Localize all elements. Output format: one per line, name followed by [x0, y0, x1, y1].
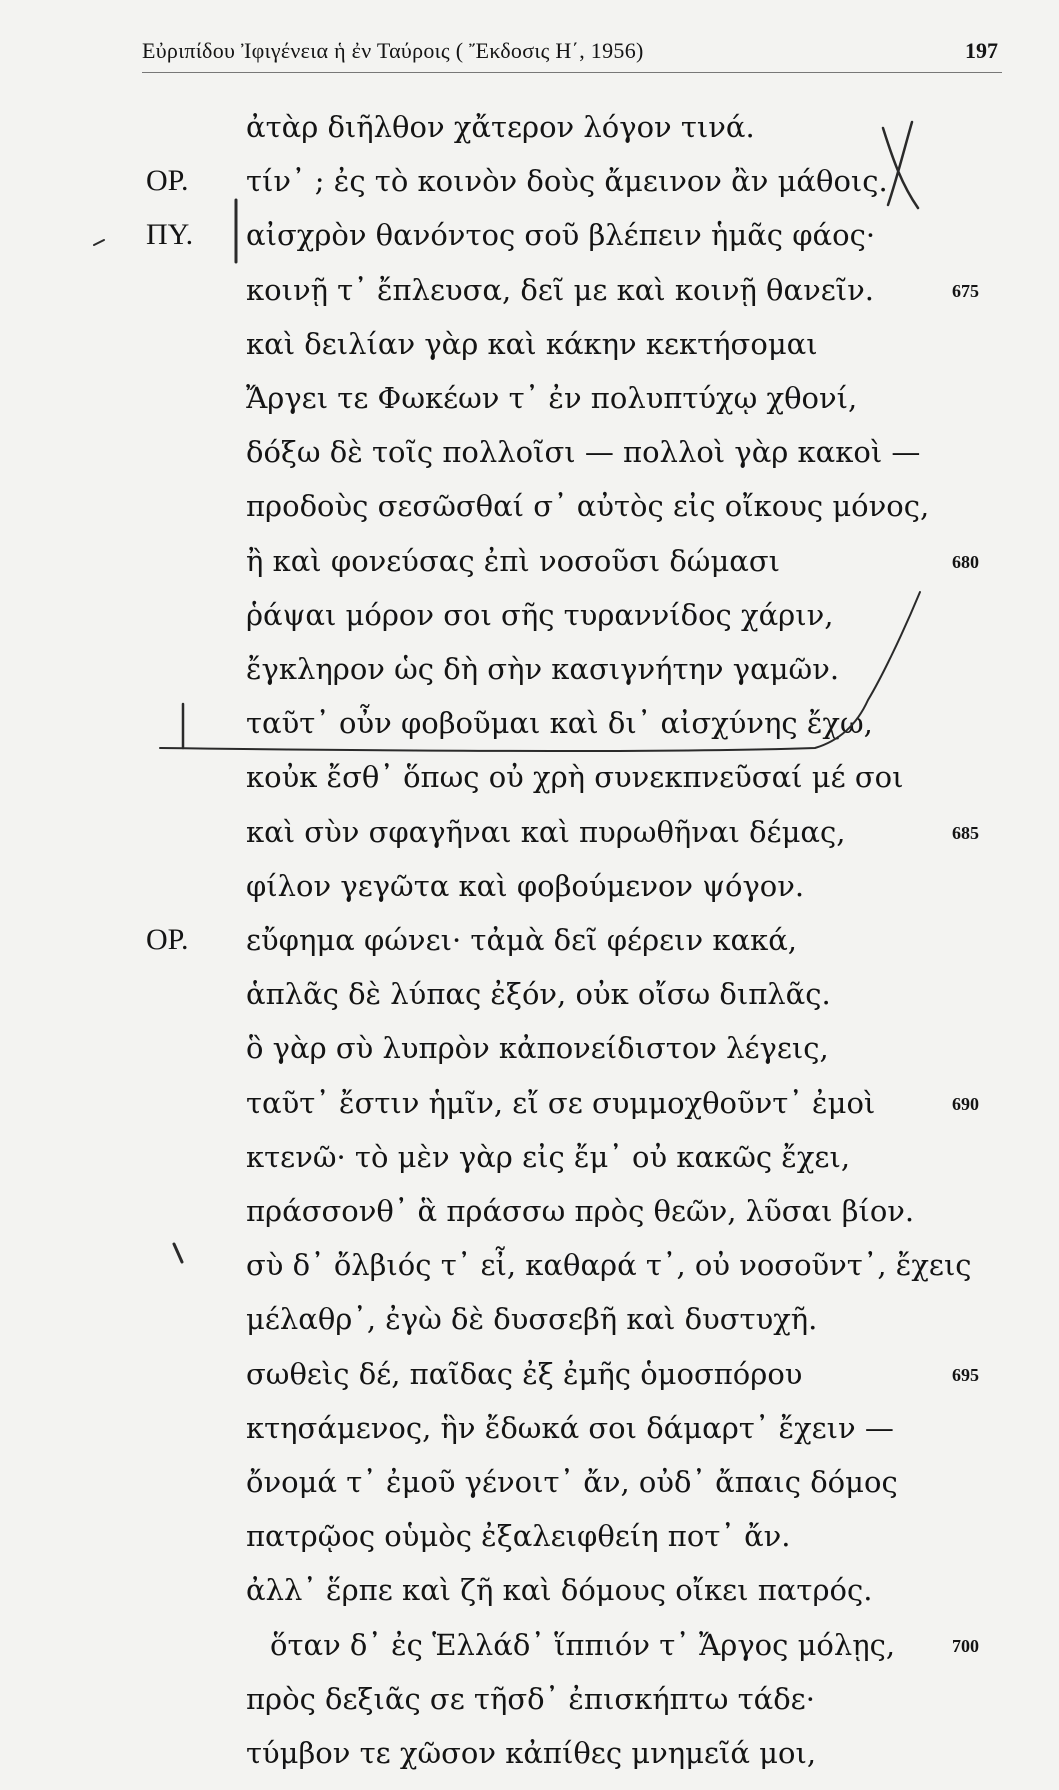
verse-line [0, 1357, 1059, 1411]
header-rule [142, 72, 1002, 73]
verse-text: ἀλλ᾽ ἕρπε καὶ ζῆ καὶ δόμους οἴκει πατρός. [246, 1573, 873, 1607]
verse-text: καὶ δειλίαν γὰρ καὶ κάκην κεκτήσομαι [246, 327, 818, 361]
verse-line [0, 327, 1059, 381]
verse-line [0, 923, 1059, 977]
verse-text: ταῦτ᾽ ἔστιν ἡμῖν, εἴ σε συμμοχθοῦντ᾽ ἐμοὶ [246, 1086, 876, 1120]
verse-text: σὺ δ᾽ ὄλβιός τ᾽ εἶ, καθαρά τ᾽, οὐ νοσοῦντ᾽, ἔχεις [246, 1248, 972, 1282]
verse-line [0, 815, 1059, 869]
verse-line [0, 869, 1059, 923]
verse-text: ἢ καὶ φονεύσας ἐπὶ νοσοῦσι δώμασι [246, 544, 781, 578]
verse-line [0, 1086, 1059, 1140]
verse-line [0, 760, 1059, 814]
verse-text: μέλαθρ᾽, ἐγὼ δὲ δυσσεβῆ καὶ δυστυχῆ. [246, 1302, 818, 1336]
line-number: 690 [952, 1094, 979, 1114]
verse-line [0, 110, 1059, 164]
verse-line [0, 598, 1059, 652]
verse-text: Ἄργει τε Φωκέων τ᾽ ἐν πολυπτύχῳ χθονί, [246, 381, 858, 415]
verse-line [0, 273, 1059, 327]
verse-text: ταῦτ᾽ οὖν φοβοῦμαι καὶ δι᾽ αἰσχύνης ἔχω, [246, 706, 873, 740]
verse-line [0, 218, 1059, 272]
verse-line [0, 652, 1059, 706]
verse-text: ὅταν δ᾽ ἐς Ἑλλάδ᾽ ἵππιόν τ᾽ Ἄργος μόλῃς, [270, 1628, 896, 1662]
line-number: 685 [952, 823, 979, 843]
verse-line [0, 1411, 1059, 1465]
line-number: 675 [952, 281, 979, 301]
verse-line [0, 164, 1059, 218]
line-number: 695 [952, 1365, 979, 1385]
speaker-label: ΟΡ. [146, 164, 189, 197]
verse-line [0, 1519, 1059, 1573]
verse-text: ἁπλᾶς δὲ λύπας ἐξόν, οὐκ οἴσω διπλᾶς. [246, 977, 831, 1011]
page-number: 197 [965, 38, 998, 63]
verse-line [0, 1031, 1059, 1085]
verse-text: κτενῶ· τὸ μὲν γὰρ εἰς ἔμ᾽ οὐ κακῶς ἔχει, [246, 1140, 851, 1174]
verse-line [0, 1736, 1059, 1790]
verse-text: πατρῷος οὑμὸς ἐξαλειφθείη ποτ᾽ ἄν. [246, 1519, 791, 1553]
speaker-label: ΠΥ. [146, 218, 194, 251]
verse-text: κοὐκ ἔσθ᾽ ὅπως οὐ χρὴ συνεκπνεῦσαί μέ σοι [246, 760, 904, 794]
verse-text: εὔφημα φώνει· τἀμὰ δεῖ φέρειν κακά, [246, 923, 797, 957]
verse-line [0, 1628, 1059, 1682]
verse-line [0, 1194, 1059, 1248]
verse-text: πράσσονθ᾽ ἃ πράσσω πρὸς θεῶν, λῦσαι βίον. [246, 1194, 915, 1228]
verse-text: ἔγκληρον ὡς δὴ σὴν κασιγνήτην γαμῶν. [246, 652, 840, 686]
verse-text: φίλον γεγῶτα καὶ φοβούμενον ψόγον. [246, 869, 805, 903]
verse-text: κτησάμενος, ἣν ἔδωκά σοι δάμαρτ᾽ ἔχειν — [246, 1411, 894, 1445]
verse-text: σωθεὶς δέ, παῖδας ἐξ ἐμῆς ὁμοσπόρου [246, 1357, 803, 1391]
verse-line [0, 381, 1059, 435]
verse-text: αἰσχρὸν θανόντος σοῦ βλέπειν ἡμᾶς φάος· [246, 218, 876, 252]
verse-text: καὶ σὺν σφαγῆναι καὶ πυρωθῆναι δέμας, [246, 815, 846, 849]
verse-text: προδοὺς σεσῶσθαί σ᾽ αὐτὸς εἰς οἴκους μόνος, [246, 489, 930, 523]
running-title: Εὐριπίδου Ἰφιγένεια ἡ ἐν Ταύροις ( Ἔκδοσις Η΄, 1956) [142, 38, 644, 63]
verse-line [0, 1465, 1059, 1519]
verse-line [0, 977, 1059, 1031]
verse-text: δόξω δὲ τοῖς πολλοῖσι — πολλοὶ γὰρ κακοὶ — [246, 435, 921, 469]
verse-line [0, 1140, 1059, 1194]
verse-text: ὃ γὰρ σὺ λυπρὸν κἀπονείδιστον λέγεις, [246, 1031, 829, 1065]
verse-text: ἀτὰρ διῆλθον χἄτερον λόγον τινά. [246, 110, 755, 144]
verse-line [0, 1682, 1059, 1736]
running-header [142, 38, 1000, 70]
verse-line [0, 706, 1059, 760]
line-number: 700 [952, 1636, 979, 1656]
verse-line [0, 435, 1059, 489]
verse-text: ὄνομά τ᾽ ἐμοῦ γένοιτ᾽ ἄν, οὐδ᾽ ἄπαις δόμος [246, 1465, 898, 1499]
verse-line [0, 544, 1059, 598]
verse-text: πρὸς δεξιᾶς σε τῆσδ᾽ ἐπισκήπτω τάδε· [246, 1682, 815, 1716]
verse-line [0, 1248, 1059, 1302]
verse-line [0, 1302, 1059, 1356]
verse-line [0, 1573, 1059, 1627]
verse-text: τίν᾽ ; ἐς τὸ κοινὸν δοὺς ἄμεινον ἂν μάθοις. [246, 164, 888, 198]
verse-line [0, 489, 1059, 543]
verse-text: κοινῇ τ᾽ ἔπλευσα, δεῖ με καὶ κοινῇ θανεῖν. [246, 273, 874, 307]
speaker-label: ΟΡ. [146, 923, 189, 956]
verse-text: τύμβον τε χῶσον κἀπίθες μνημεῖά μοι, [246, 1736, 817, 1770]
line-number: 680 [952, 552, 979, 572]
verse-text: ῥάψαι μόρον σοι σῆς τυραννίδος χάριν, [246, 598, 834, 632]
